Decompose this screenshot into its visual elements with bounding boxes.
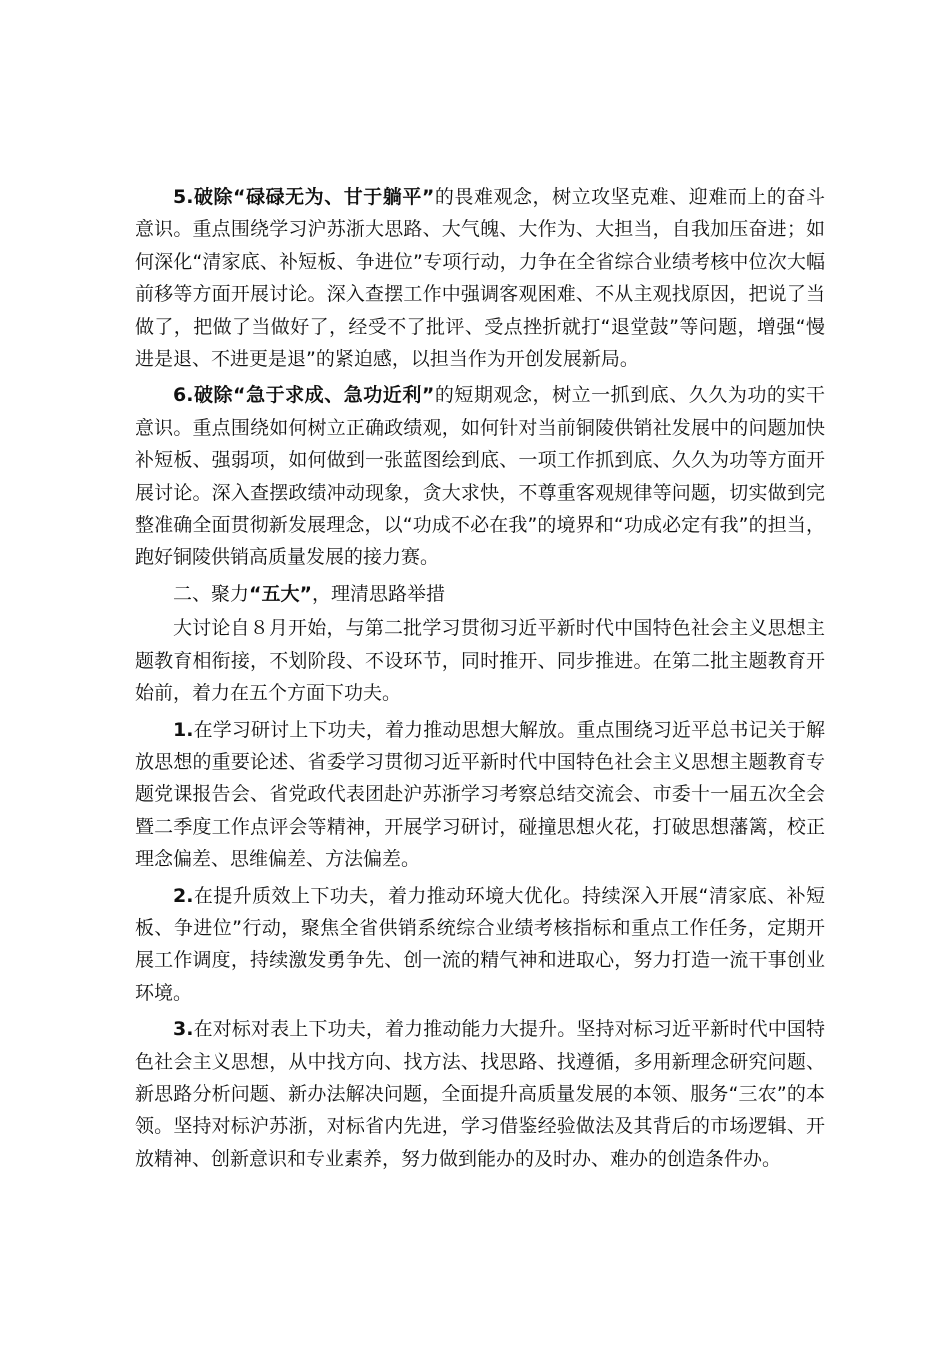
paragraph-item-5 [135, 181, 825, 375]
item-number: 3. [173, 1018, 194, 1041]
document-body [135, 181, 825, 1179]
section-suffix: ，理清思路举措 [312, 582, 446, 605]
paragraph-measure-1 [135, 714, 825, 876]
section-prefix: 二、聚力 [173, 582, 250, 605]
item-text: 在提升质效上下功夫，着力推动环境大优化。持续深入开展“清家底、补短板、争进位”行动，聚焦全省供销系统综合业绩考核指标和重点工作任务，定期开展工作调度，持续激发勇争先、创一流的精气神和进取心，努力打造一流干事创业环境。 [135, 884, 825, 1004]
item-text: 的畏难观念，树立攻坚克难、迎难而上的奋斗意识。重点围绕学习沪苏浙大思路、大气魄、大作为、大担当，自我加压奋进；如何深化“清家底、补短板、争进位”专项行动，力争在全省综合业绩考核中位次大幅前移等方面开展讨论。深入查摆工作中强调客观困难、不从主观找原因，把说了当做了，把做了当做好了，经受不了批评、受点挫折就打“退堂鼓”等问题，增强“慢进是退、不进更是退”的紧迫感，以担当作为开创发展新局。 [135, 186, 825, 371]
item-number: 1. [173, 718, 194, 741]
item-text: 在学习研讨上下功夫，着力推动思想大解放。重点围绕习近平总书记关于解放思想的重要论述、省委学习贯彻习近平新时代中国特色社会主义思想主题教育专题党课报告会、省党政代表团赴沪苏浙学习考察总结交流会、市委十一届五次全会暨二季度工作点评会等精神，开展学习研讨，碰撞思想火花，打破思想藩篱，校正理念偏差、思维偏差、方法偏差。 [135, 718, 825, 871]
paragraph-measure-2 [135, 880, 825, 1010]
item-number: 2. [173, 884, 194, 907]
paragraph-item-6 [135, 379, 825, 573]
item-bold-title: 破除“急于求成、急功近利” [193, 384, 435, 407]
paragraph-measure-3 [135, 1013, 825, 1175]
item-bold-title: 破除“碌碌无为、甘于躺平” [193, 186, 435, 208]
item-text: 在对标对表上下功夫，着力推动能力大提升。坚持对标习近平新时代中国特色社会主义思想，从中找方向、找方法、找思路、找遵循，多用新理念研究问题、新思路分析问题、新办法解决问题，全面提升高质量发展的本领、服务“三农”的本领。坚持对标沪苏浙，对标省内先进，学习借鉴经验做法及其背后的市场逻辑、开放精神、创新意识和专业素养，努力做到能办的及时办、难办的创造条件办。 [135, 1018, 825, 1170]
item-number: 5. [173, 186, 194, 208]
section-heading-2 [135, 578, 825, 610]
item-number: 6. [173, 384, 194, 407]
item-text: 的短期观念，树立一抓到底、久久为功的实干意识。重点围绕如何树立正确政绩观，如何针对当前铜陵供销社发展中的问题加快补短板、强弱项，如何做到一张蓝图绘到底、一项工作抓到底、久久为功等方面开展讨论。深入查摆政绩冲动现象，贪大求快，不尊重客观规律等问题，切实做到完整准确全面贯彻新发展理念，以“功成不必在我”的境界和“功成必定有我”的担当，跑好铜陵供销高质量发展的接力赛。 [135, 384, 825, 569]
section-bold: “五大” [249, 582, 312, 605]
paragraph-intro: 大讨论自８月开始，与第二批学习贯彻习近平新时代中国特色社会主义思想主题教育相衔接，不划阶段、不设环节，同时推开、同步推进。在第二批主题教育开始前，着力在五个方面下功夫。 [135, 617, 825, 705]
